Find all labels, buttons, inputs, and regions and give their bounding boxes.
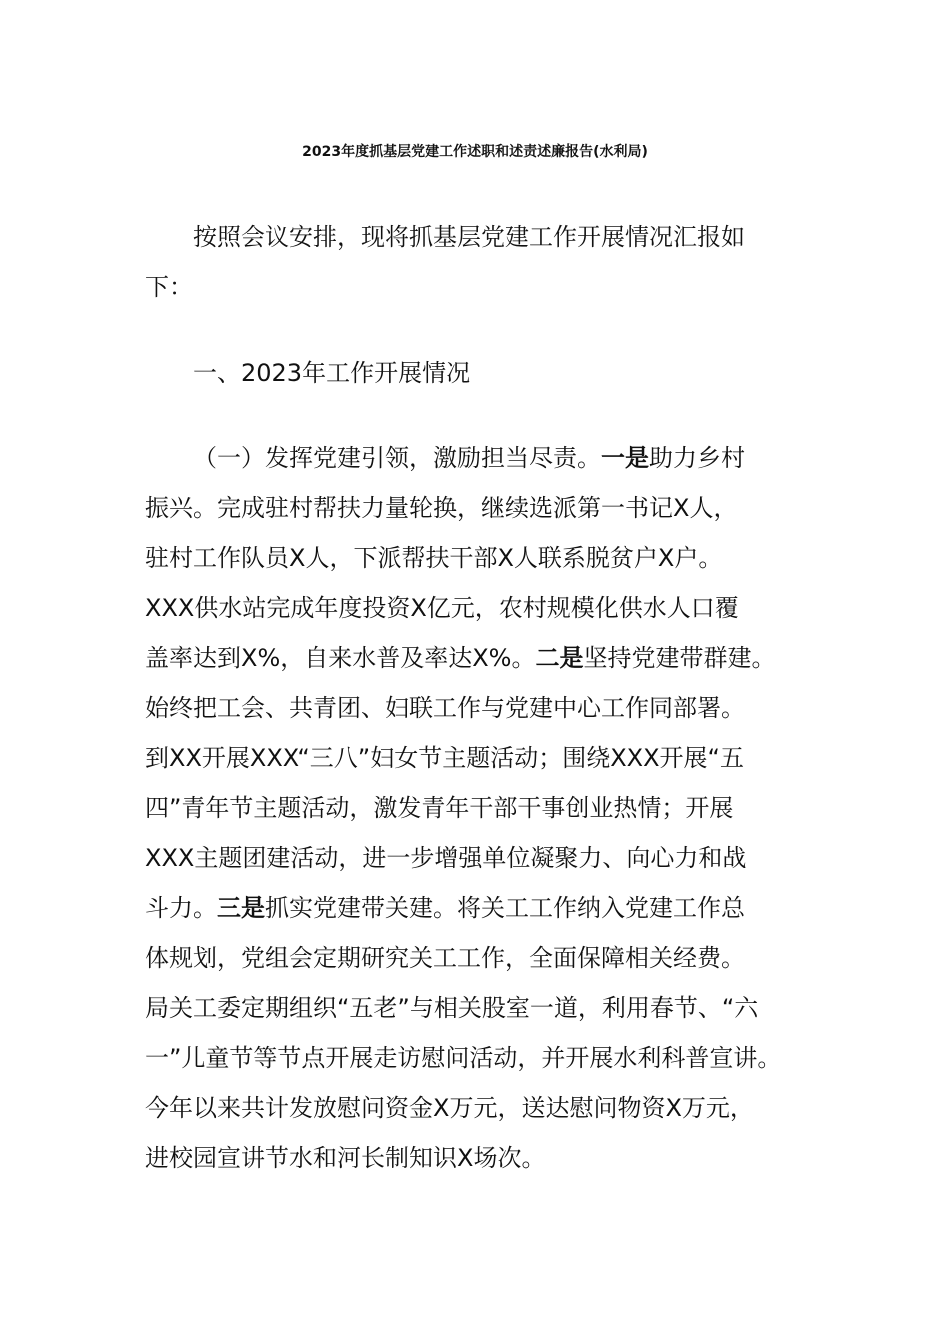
paragraph-line: 今年以来共计发放慰问资金X万元，送达慰问物资X万元， (145, 1094, 754, 1122)
paragraph-line: 四”青年节主题活动，激发青年干部干事创业热情；开展 (145, 794, 734, 822)
paragraph-text: 抓实党建带关建。将关工工作纳入党建工作总 (265, 894, 745, 922)
bold-marker: 二是 (535, 644, 584, 672)
paragraph-line: 局关工委定期组织“五老”与相关股室一道，利用春节、“六 (145, 994, 759, 1022)
paragraph-line: 驻村工作队员X人，下派帮扶干部X人联系脱贫户X户。 (145, 544, 723, 572)
paragraph-line: 进校园宣讲节水和河长制知识X场次。 (145, 1144, 546, 1172)
paragraph-text: 斗力。 (145, 894, 217, 922)
paragraph-line: 始终把工会、共青团、妇联工作与党建中心工作同部署。 (145, 694, 745, 722)
paragraph-text: 盖率达到X%，自来水普及率达X%。 (145, 644, 536, 672)
paragraph-text: 助力乡村 (649, 444, 745, 472)
paragraph-line (145, 888, 745, 928)
intro-line-1: 按照会议安排，现将抓基层党建工作开展情况汇报如 (193, 223, 745, 251)
paragraph-text: 坚持党建带群建。 (583, 644, 776, 672)
paragraph-line: 一”儿童节等节点开展走访慰问活动，并开展水利科普宣讲。 (145, 1044, 782, 1072)
paragraph-line (145, 638, 776, 678)
paragraph-line: 体规划，党组会定期研究关工工作，全面保障相关经费。 (145, 944, 745, 972)
intro-line-2: 下： (145, 273, 193, 301)
paragraph-line: 振兴。完成驻村帮扶力量轮换，继续选派第一书记X人， (145, 494, 738, 522)
paragraph-line: XXX供水站完成年度投资X亿元，农村规模化供水人口覆 (145, 594, 739, 622)
paragraph-line: XXX主题团建活动，进一步增强单位凝聚力、向心力和战 (145, 844, 747, 872)
section-heading: 一、2023年工作开展情况 (193, 359, 471, 387)
paragraph-line (193, 438, 745, 478)
bold-marker: 一是 (601, 444, 649, 472)
paragraph-text: （一）发挥党建引领，激励担当尽责。 (193, 444, 601, 472)
document-title: 2023年度抓基层党建工作述职和述责述廉报告(水利局) (302, 144, 648, 160)
bold-marker: 三是 (217, 894, 265, 922)
paragraph-line: 到XX开展XXX“三八”妇女节主题活动；围绕XXX开展“五 (145, 744, 744, 772)
